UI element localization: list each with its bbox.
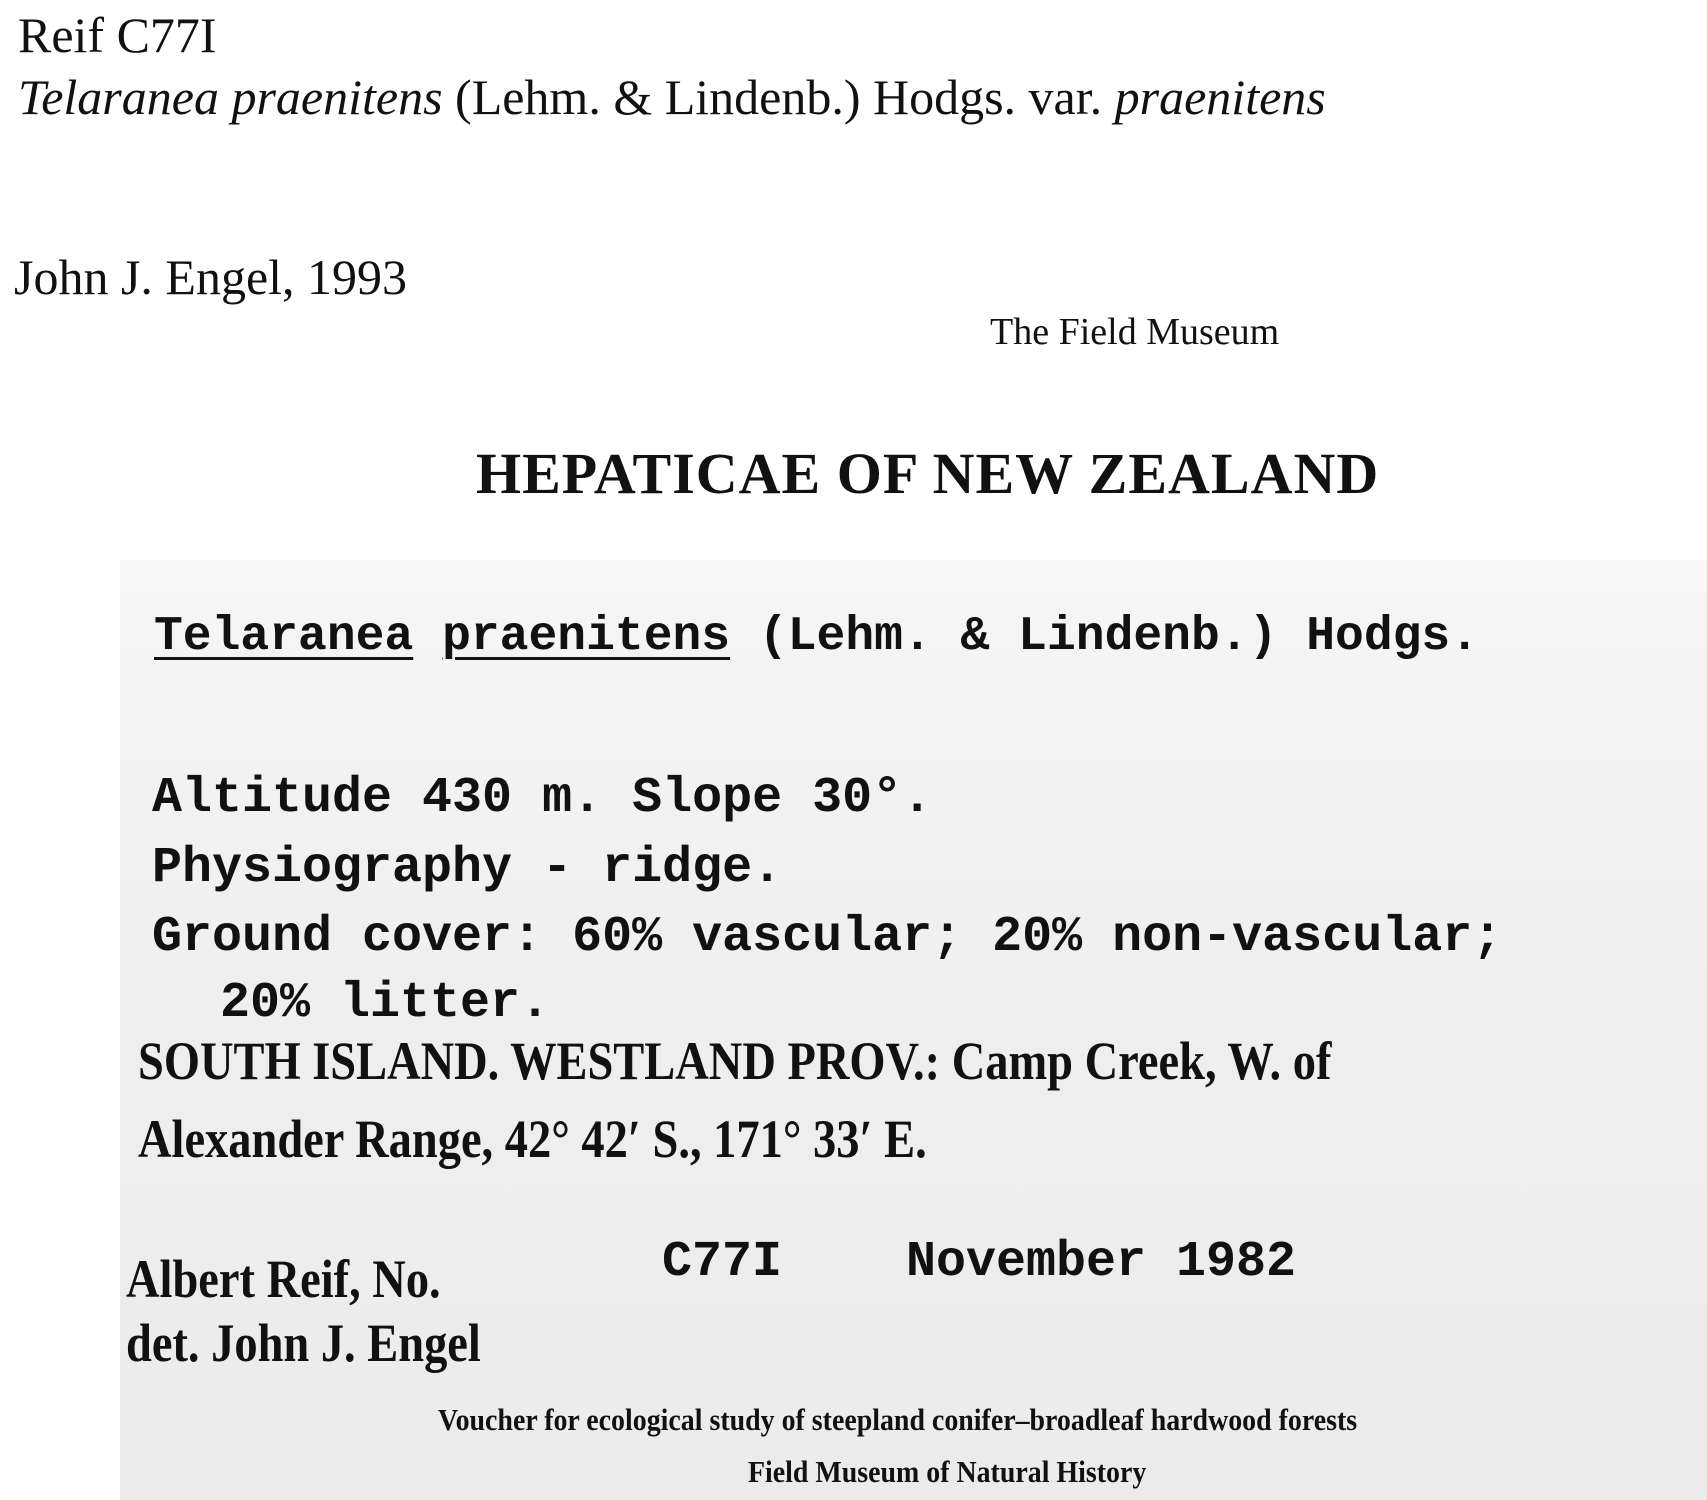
museum-stamp: The Field Museum: [990, 311, 1280, 353]
annotation-taxon-authority: (Lehm. & Lindenb.) Hodgs. var.: [442, 69, 1115, 125]
habitat-line: 20% litter.: [220, 975, 551, 1032]
annotation-number: Reif C77I: [18, 7, 217, 63]
annotation-determiner: John J. Engel, 1993: [14, 249, 408, 305]
label-determiner: det. John J. Engel: [126, 1313, 481, 1373]
collector: Albert Reif, No.: [126, 1249, 441, 1309]
habitat-line: Ground cover: 60% vascular; 20% non-vascular;: [152, 909, 1503, 966]
label-taxon-species: praenitens: [442, 610, 731, 664]
footer-line: Voucher for ecological study of steepland conifer–broadleaf hardwood forests: [438, 1402, 1358, 1437]
annotation-taxon-name: Telaranea praenitens: [18, 69, 443, 125]
collection-number: C77I: [662, 1234, 783, 1291]
habitat-line: Physiography - ridge.: [152, 840, 783, 897]
label-taxon-authority: (Lehm. & Lindenb.) Hodgs.: [730, 610, 1480, 664]
habitat-line: Altitude 430 m. Slope 30°.: [152, 770, 933, 827]
locality-line: Alexander Range, 42° 42′ S., 171° 33′ E.: [138, 1109, 927, 1169]
collection-date: November 1982: [906, 1234, 1297, 1291]
label-taxon-genus: Telaranea: [154, 610, 414, 664]
locality-line: SOUTH ISLAND. WESTLAND PROV.: Camp Creek, W. of: [138, 1031, 1332, 1091]
label-title: HEPATICAE OF NEW ZEALAND: [476, 441, 1380, 506]
footer-line: Field Museum of Natural History: [748, 1454, 1147, 1489]
annotation-taxon-variety: praenitens: [1114, 69, 1326, 125]
annotation-taxon: [18, 68, 1326, 126]
label-taxon: [154, 610, 1479, 664]
